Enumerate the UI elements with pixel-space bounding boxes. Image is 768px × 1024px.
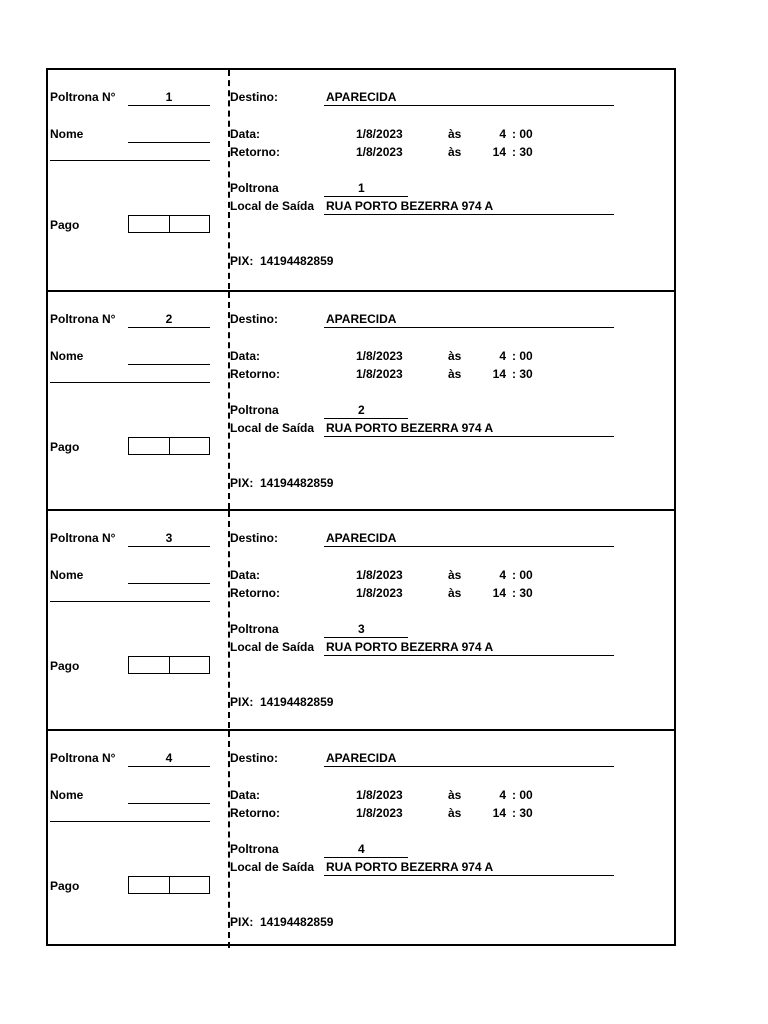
stub-seat-underline [128, 105, 210, 106]
local-saida-label: Local de Saída [230, 420, 315, 435]
retorno-hour: 14 [492, 586, 506, 600]
poltrona-value: 1 [358, 181, 365, 195]
local-saida-label: Local de Saída [230, 640, 315, 654]
ticket-4 [48, 729, 674, 948]
retorno-minutes: : 30 [512, 586, 533, 600]
stub-nome-label: Nome [50, 787, 84, 802]
pix-value: 14194482859 [260, 695, 334, 709]
destino-label: Destino: [230, 750, 278, 765]
pix-value: 14194482859 [260, 914, 334, 929]
stub-poltrona-label: Poltrona N° [50, 311, 116, 326]
poltrona-label: Poltrona [230, 622, 279, 636]
ticket-2 [48, 290, 674, 509]
pix-label: PIX: [230, 695, 254, 709]
retorno-label: Retorno: [230, 145, 280, 159]
ticket-1 [48, 70, 674, 289]
destino-underline [324, 766, 614, 767]
poltrona-value: 3 [358, 622, 365, 636]
retorno-as: às [448, 805, 462, 820]
pago-checkbox[interactable] [128, 656, 210, 674]
local-saida-underline [324, 655, 614, 656]
local-saida-underline [324, 436, 614, 437]
stub-seat-number: 1 [165, 90, 173, 104]
ticket-sheet [46, 68, 676, 946]
stub-seat-number: 3 [165, 531, 173, 545]
pix-label: PIX: [230, 475, 254, 490]
stub-seat-underline [128, 766, 210, 767]
destino-underline [324, 327, 614, 328]
local-saida-value: RUA PORTO BEZERRA 974 A [326, 859, 494, 874]
data-hour: 4 [499, 127, 506, 141]
local-saida-value: RUA PORTO BEZERRA 974 A [326, 640, 494, 654]
retorno-value: 1/8/2023 [356, 586, 403, 600]
stub-poltrona-label: Poltrona N° [50, 90, 116, 104]
poltrona-value: 2 [358, 402, 365, 417]
data-value: 1/8/2023 [356, 127, 403, 141]
retorno-label: Retorno: [230, 586, 280, 600]
pix-label: PIX: [230, 254, 254, 268]
stub-poltrona-label: Poltrona N° [50, 750, 116, 765]
retorno-minutes: : 30 [512, 805, 533, 820]
retorno-value: 1/8/2023 [356, 805, 403, 820]
destino-value: APARECIDA [326, 750, 397, 765]
destino-value: APARECIDA [326, 531, 397, 545]
data-label: Data: [230, 568, 261, 582]
stub-seat-underline [128, 546, 210, 547]
data-hour: 4 [499, 348, 506, 363]
data-hour: 4 [499, 568, 506, 582]
pago-checkbox[interactable] [128, 215, 210, 233]
stub-nome-label: Nome [50, 127, 84, 141]
data-as: às [448, 568, 462, 582]
data-minutes: : 00 [512, 348, 533, 363]
stub-nome-label: Nome [50, 568, 84, 582]
nome-field[interactable] [128, 364, 210, 365]
poltrona-label: Poltrona [230, 841, 279, 856]
data-as: às [448, 787, 462, 802]
nome-field[interactable] [128, 583, 210, 584]
stub-seat-number: 4 [165, 750, 173, 765]
pix-value: 14194482859 [260, 254, 334, 268]
destino-label: Destino: [230, 531, 278, 545]
destino-label: Destino: [230, 90, 278, 104]
local-saida-underline [324, 875, 614, 876]
nome-field[interactable] [128, 142, 210, 143]
data-value: 1/8/2023 [356, 787, 403, 802]
retorno-label: Retorno: [230, 366, 280, 381]
data-as: às [448, 348, 462, 363]
poltrona-underline [324, 196, 408, 197]
stub-nome-label: Nome [50, 348, 84, 363]
stub-seat-underline [128, 327, 210, 328]
retorno-hour: 14 [492, 145, 506, 159]
nome-field-line2[interactable] [50, 382, 210, 383]
stub-poltrona-label: Poltrona N° [50, 531, 116, 545]
retorno-hour: 14 [492, 366, 506, 381]
destino-underline [324, 546, 614, 547]
poltrona-underline [324, 857, 408, 858]
data-minutes: : 00 [512, 127, 533, 141]
data-label: Data: [230, 348, 261, 363]
poltrona-underline [324, 637, 408, 638]
stub-pago-label: Pago [50, 218, 80, 232]
retorno-as: às [448, 586, 462, 600]
nome-field-line2[interactable] [50, 821, 210, 822]
nome-field[interactable] [128, 803, 210, 804]
local-saida-value: RUA PORTO BEZERRA 974 A [326, 420, 494, 435]
ticket-3 [48, 509, 674, 728]
stub-pago-label: Pago [50, 659, 80, 673]
local-saida-value: RUA PORTO BEZERRA 974 A [326, 199, 494, 213]
data-minutes: : 00 [512, 568, 533, 582]
destino-label: Destino: [230, 311, 278, 326]
data-as: às [448, 127, 462, 141]
data-value: 1/8/2023 [356, 568, 403, 582]
local-saida-underline [324, 214, 614, 215]
local-saida-label: Local de Saída [230, 859, 315, 874]
local-saida-label: Local de Saída [230, 199, 315, 213]
retorno-minutes: : 30 [512, 366, 533, 381]
data-label: Data: [230, 787, 261, 802]
destino-value: APARECIDA [326, 311, 397, 326]
pix-value: 14194482859 [260, 475, 334, 490]
poltrona-underline [324, 418, 408, 419]
pago-checkbox[interactable] [128, 876, 210, 894]
stub-pago-label: Pago [50, 878, 80, 893]
pix-label: PIX: [230, 914, 254, 929]
retorno-as: às [448, 366, 462, 381]
retorno-hour: 14 [492, 805, 506, 820]
nome-field-line2[interactable] [50, 160, 210, 161]
retorno-value: 1/8/2023 [356, 366, 403, 381]
poltrona-label: Poltrona [230, 181, 279, 195]
poltrona-value: 4 [358, 841, 365, 856]
stub-seat-number: 2 [165, 311, 173, 326]
data-hour: 4 [499, 787, 506, 802]
retorno-minutes: : 30 [512, 145, 533, 159]
retorno-label: Retorno: [230, 805, 280, 820]
nome-field-line2[interactable] [50, 601, 210, 602]
data-label: Data: [230, 127, 261, 141]
data-value: 1/8/2023 [356, 348, 403, 363]
retorno-as: às [448, 145, 462, 159]
poltrona-label: Poltrona [230, 402, 279, 417]
retorno-value: 1/8/2023 [356, 145, 403, 159]
pago-checkbox[interactable] [128, 437, 210, 455]
data-minutes: : 00 [512, 787, 533, 802]
stub-pago-label: Pago [50, 439, 80, 454]
destino-underline [324, 105, 614, 106]
destino-value: APARECIDA [326, 90, 397, 104]
